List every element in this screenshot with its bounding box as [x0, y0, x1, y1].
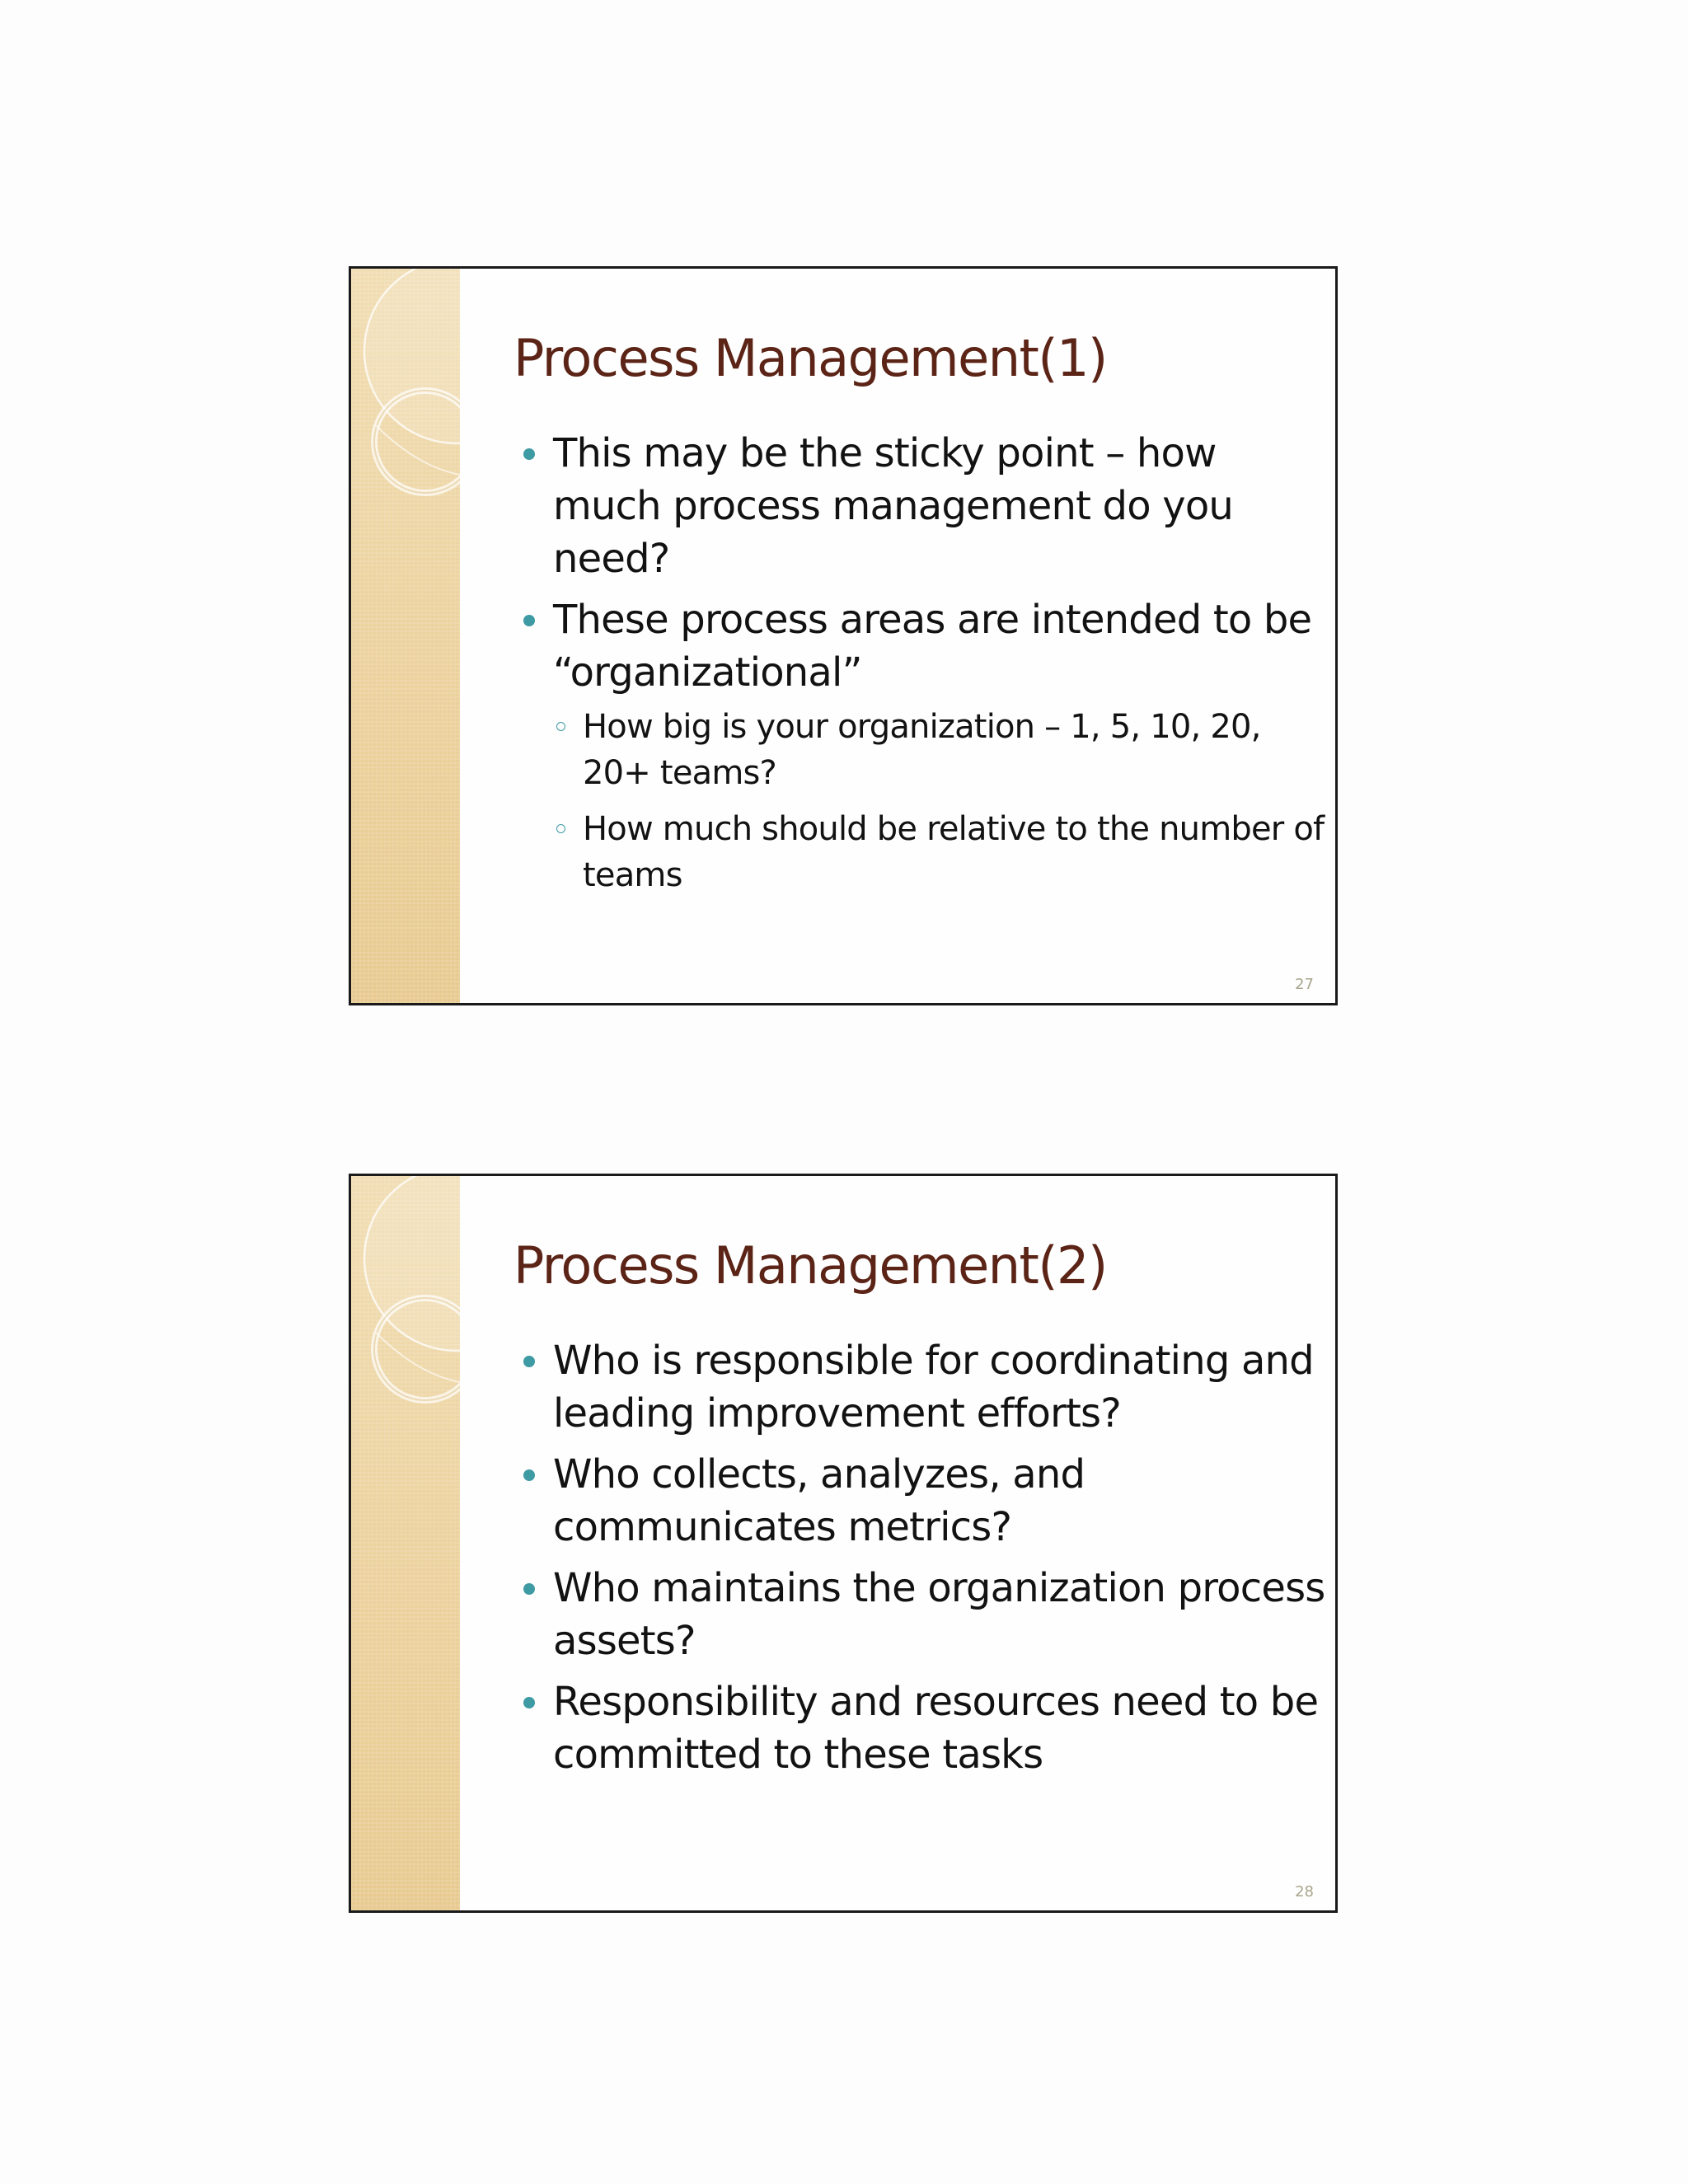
bullet-icon: [523, 1583, 535, 1595]
sub-bullet-text: How much should be relative to the number of teams: [583, 810, 1325, 894]
decorative-side-band: [351, 269, 460, 1003]
bullet-icon: [523, 1469, 535, 1481]
slide-number: 28: [1295, 1883, 1314, 1900]
circles-ornament-icon: [351, 1176, 460, 1913]
bullet-icon: [523, 448, 535, 460]
slide-title: Process Management(1): [513, 328, 1107, 388]
bullet-list: [513, 1334, 1325, 1789]
sub-bullet-text: How big is your organization – 1, 5, 10, 20, 20+ teams?: [583, 708, 1261, 792]
slide-title: Process Management(2): [513, 1235, 1107, 1296]
list-item: [513, 427, 1325, 585]
bullet-text: These process areas are intended to be “organizational”: [553, 597, 1312, 696]
list-item: [513, 1448, 1325, 1554]
list-item: [513, 1675, 1325, 1781]
circles-ornament-icon: [351, 269, 460, 1005]
slide-number: 27: [1295, 976, 1314, 993]
bullet-text: Who is responsible for coordinating and leading improvement efforts?: [553, 1338, 1314, 1436]
bullet-text: Responsibility and resources need to be committed to these tasks: [553, 1679, 1319, 1778]
bullet-list: [513, 427, 1325, 908]
bullet-icon: [523, 1356, 535, 1367]
list-item: [513, 593, 1325, 898]
bullet-text: Who maintains the organization process assets?: [553, 1565, 1325, 1664]
bullet-text: Who collects, analyzes, and communicates metrics?: [553, 1451, 1085, 1550]
sub-bullet-icon: [556, 824, 565, 833]
bullet-text: This may be the sticky point – how much process management do you need?: [553, 430, 1234, 582]
list-item: [513, 1334, 1325, 1440]
sub-bullet-list: [553, 704, 1325, 898]
sub-list-item: [553, 806, 1325, 898]
bullet-icon: [523, 615, 535, 626]
decorative-side-band: [351, 1176, 460, 1910]
sub-list-item: [553, 704, 1325, 796]
list-item: [513, 1562, 1325, 1667]
slide-28: [349, 1174, 1338, 1913]
slide-27: [349, 266, 1338, 1005]
sub-bullet-icon: [556, 722, 565, 731]
bullet-icon: [523, 1697, 535, 1708]
